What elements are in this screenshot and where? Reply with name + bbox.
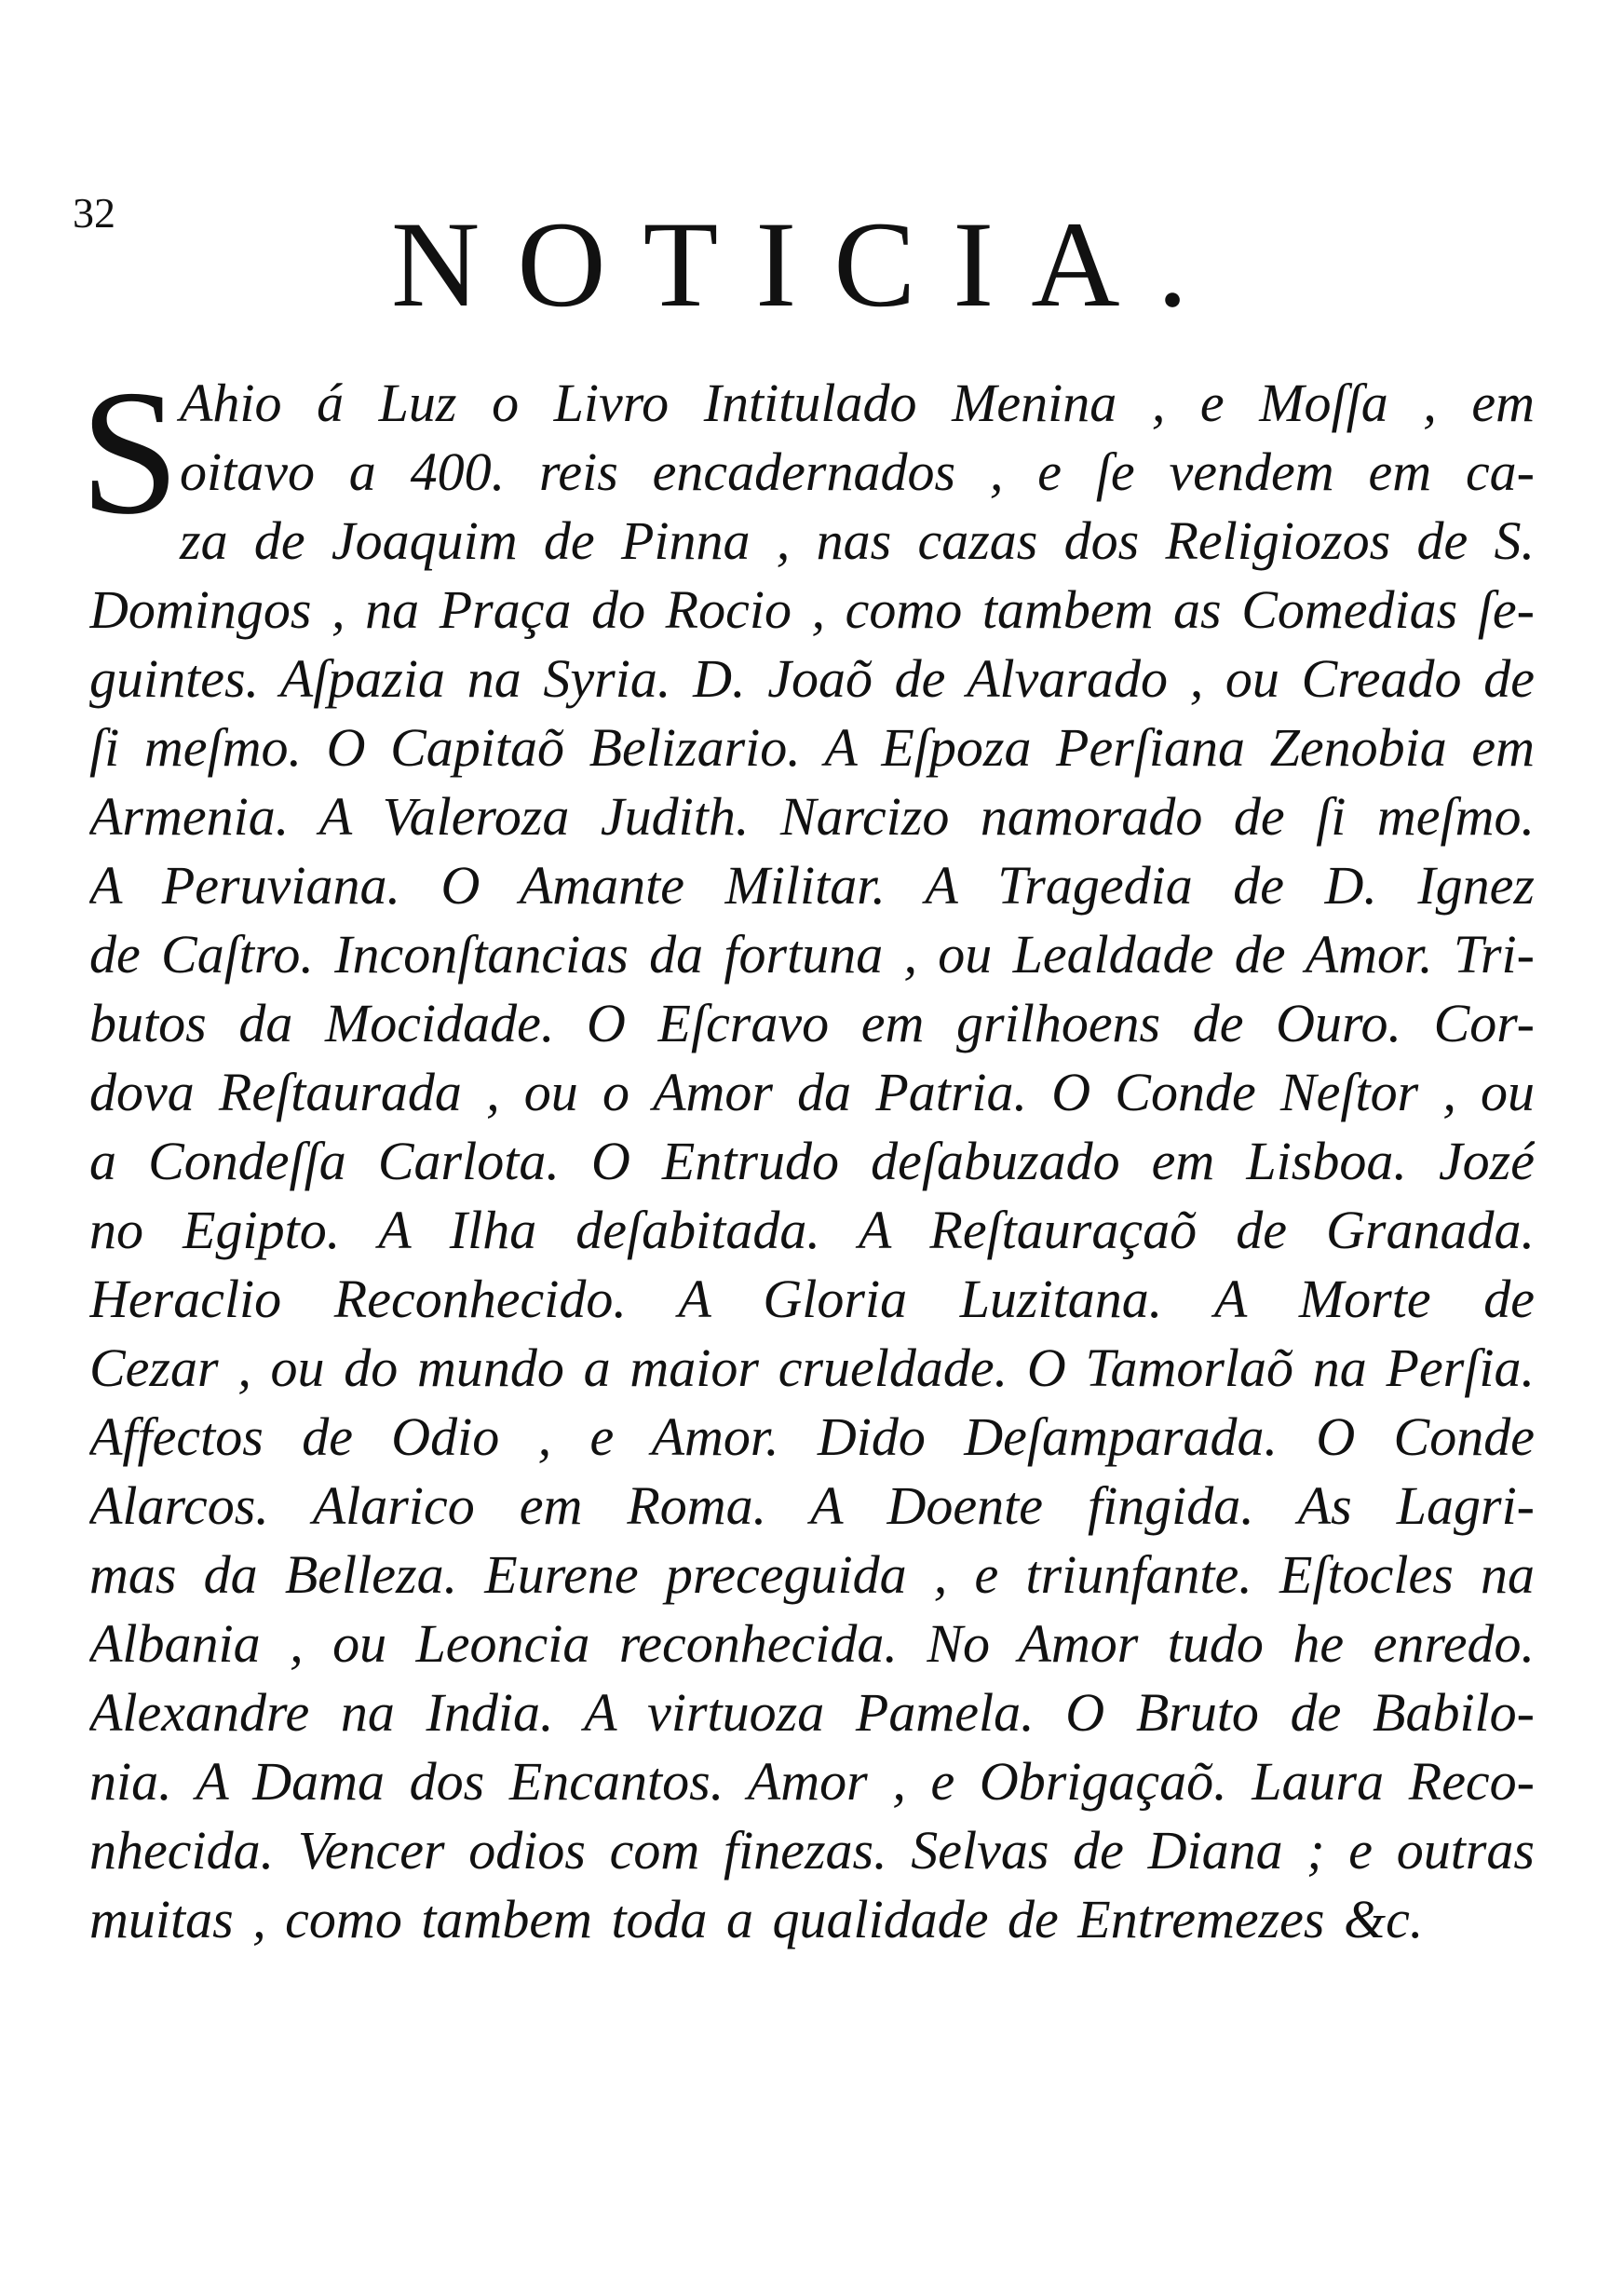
text-line: oitavo a 400. reis encadernados , e ſe vendem em ca- xyxy=(180,441,1535,502)
text-line: no Egipto. A Ilha deſabitada. A Reſtauraçaõ de Granada. xyxy=(89,1200,1535,1260)
text-line: butos da Mocidade. O Eſcravo em grilhoens de Ouro. Cor- xyxy=(89,993,1535,1053)
page-heading: NOTICIA. xyxy=(391,196,1225,333)
text-line: mas da Belleza. Eurene preceguida , e triunfante. Eſtocles na xyxy=(89,1544,1535,1605)
text-line: Albania , ou Leoncia reconhecida. No Amor tudo he enredo. xyxy=(89,1613,1535,1674)
text-line: za de Joaquim de Pinna , nas cazas dos Religiozos de S. xyxy=(180,510,1535,571)
text-line: nia. A Dama dos Encantos. Amor , e Obrigaçaõ. Laura Reco- xyxy=(89,1751,1535,1812)
drop-cap: S xyxy=(80,353,180,551)
text-line: Heraclio Reconhecido. A Gloria Luzitana. A Morte de xyxy=(89,1269,1535,1329)
text-line: Affectos de Odio , e Amor. Dido Deſamparada. O Conde xyxy=(89,1406,1535,1467)
text-line: Domingos , na Praça do Rocio , como tambem as Comedias ſe- xyxy=(89,579,1535,640)
text-line: Cezar , ou do mundo a maior crueldade. O Tamorlaõ na Perſia. xyxy=(89,1338,1535,1398)
text-line: Alexandre na India. A virtuoza Pamela. O Bruto de Babilo- xyxy=(89,1682,1535,1743)
notice-text xyxy=(80,353,1535,1954)
text-line: muitas , como tambem toda a qualidade de Entremezes &c. xyxy=(89,1889,1424,1949)
text-line: dova Reſtaurada , ou o Amor da Patria. O Conde Neſtor , ou xyxy=(89,1062,1535,1122)
text-line: ſi meſmo. O Capitaõ Belizario. A Eſpoza Perſiana Zenobia em xyxy=(89,717,1535,778)
text-line: guintes. Aſpazia na Syria. D. Joaõ de Alvarado , ou Creado de xyxy=(89,648,1535,709)
text-line: Armenia. A Valeroza Judith. Narcizo namorado de ſi meſmo. xyxy=(89,786,1535,847)
page-number: 32 xyxy=(73,189,115,237)
text-line: Alarcos. Alarico em Roma. A Doente fingida. As Lagri- xyxy=(89,1475,1535,1536)
text-line: Ahio á Luz o Livro Intitulado Menina , e Moſſa , em xyxy=(180,373,1535,433)
text-line: a Condeſſa Carlota. O Entrudo deſabuzado em Lisboa. Jozé xyxy=(89,1131,1535,1191)
text-line: nhecida. Vencer odios com finezas. Selvas de Diana ; e outras xyxy=(89,1820,1535,1881)
text-line: de Caſtro. Inconſtancias da fortuna , ou Lealdade de Amor. Tri- xyxy=(89,924,1535,985)
text-line: A Peruviana. O Amante Militar. A Tragedia de D. Ignez xyxy=(89,855,1535,916)
